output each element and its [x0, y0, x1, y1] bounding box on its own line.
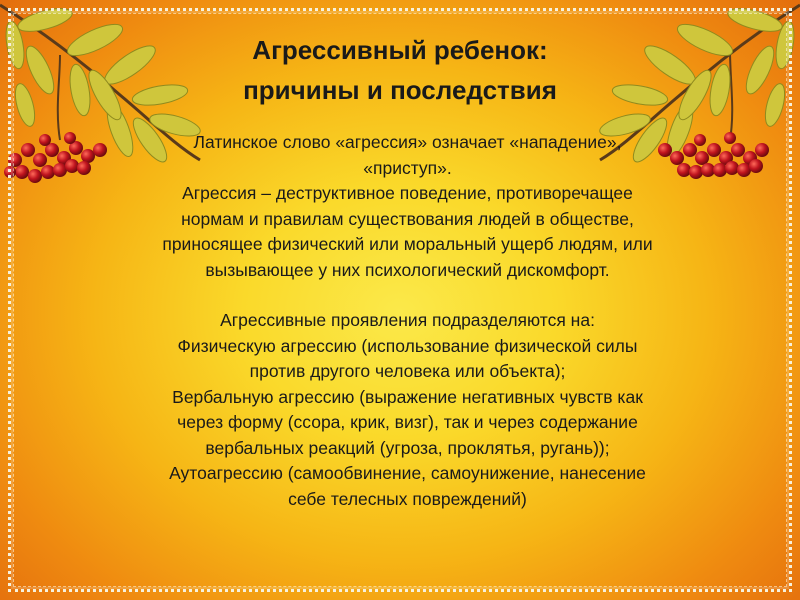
slide-title [150, 30, 650, 110]
paragraph-aggression-meaning: Агрессия – деструктивное поведение, противоречащее нормам и правилам существования людей в обществе, приносящее физический или моральный ущерб людям, или вызывающее у них психологический дискомфорт. [162, 183, 653, 280]
slide-body [155, 130, 660, 512]
slide-title-line-2: причины и последствия [243, 75, 557, 105]
paragraph-verbal-aggression: Вербальную агрессию (выражение негативных чувств как через форму (ссора, крик, визг), так и через содержание вербальных реакций (угроза, проклятья, ругань)); [172, 386, 643, 458]
paragraph-physical-aggression: Физическую агрессию (использование физической силы против другого человека или объекта); [177, 335, 638, 381]
slide-title-line-1: Агрессивный ребенок: [252, 35, 548, 65]
paragraph-definition: Латинское слово «агрессия» означает «нападение», «приступ». [193, 132, 622, 178]
paragraph-types-intro: Агрессивные проявления подразделяются на: [220, 310, 595, 330]
paragraph-spacer [155, 283, 660, 308]
paragraph-autoaggression: Аутоагрессию (самообвинение, самоунижение, нанесение себе телесных повреждений) [169, 463, 646, 509]
